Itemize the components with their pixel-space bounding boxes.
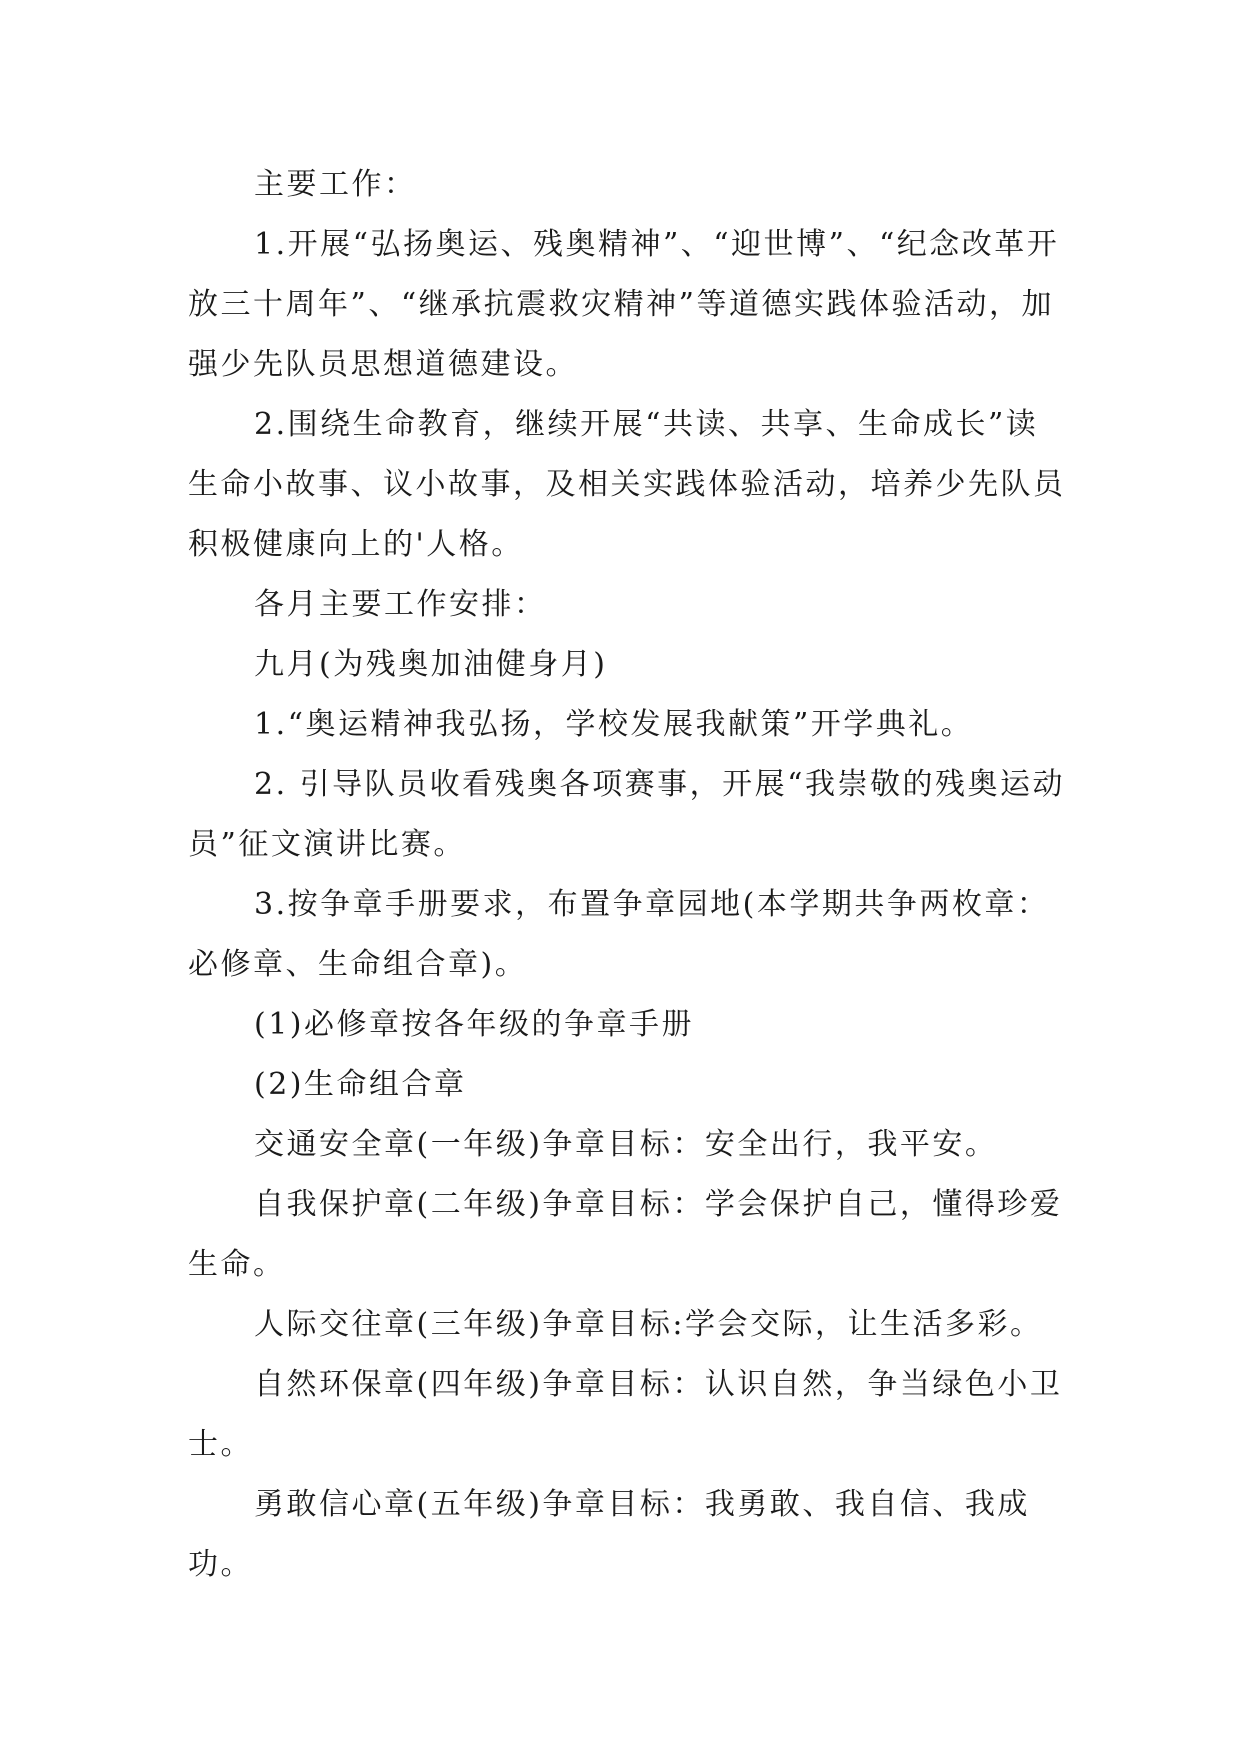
paragraph-september-item-2: 2. 引导队员收看残奥各项赛事，开展“我崇敬的残奥运动员”征文演讲比赛。	[188, 767, 1065, 862]
paragraph-required-badge: (1)必修章按各年级的争章手册	[254, 1007, 694, 1042]
paragraph-nature-badge: 自然环保章(四年级)争章目标：认识自然，争当绿色小卫士。	[188, 1367, 1063, 1462]
document-body	[188, 155, 1068, 1595]
paragraph-september-item-1: 1.“奥运精神我弘扬，学校发展我献策”开学典礼。	[254, 707, 974, 742]
paragraph-main-work-heading: 主要工作：	[254, 167, 417, 202]
paragraph-traffic-safety-badge: 交通安全章(一年级)争章目标：安全出行，我平安。	[254, 1127, 998, 1162]
paragraph-item-2: 2.围绕生命教育，继续开展“共读、共享、生命成长”读生命小故事、议小故事，及相关实践体验活动，培养少先队员积极健康向上的'人格。	[188, 407, 1066, 562]
paragraph-life-badge: (2)生命组合章	[254, 1067, 467, 1102]
paragraph-september-item-3: 3.按争章手册要求，布置争章园地(本学期共争两枚章：必修章、生命组合章)。	[188, 887, 1050, 982]
paragraph-item-1: 1.开展“弘扬奥运、残奥精神”、“迎世博”、“纪念改革开放三十周年”、“继承抗震救灾精神”等道德实践体验活动，加强少先队员思想道德建设。	[188, 227, 1060, 382]
paragraph-monthly-plan-heading: 各月主要工作安排：	[254, 587, 547, 622]
paragraph-september-heading: 九月(为残奥加油健身月)	[254, 647, 608, 682]
paragraph-self-protection-badge: 自我保护章(二年级)争章目标：学会保护自己，懂得珍爱生命。	[188, 1187, 1063, 1282]
paragraph-courage-badge: 勇敢信心章(五年级)争章目标：我勇敢、我自信、我成功。	[188, 1487, 1030, 1582]
paragraph-interpersonal-badge: 人际交往章(三年级)争章目标:学会交际，让生活多彩。	[254, 1307, 1043, 1342]
